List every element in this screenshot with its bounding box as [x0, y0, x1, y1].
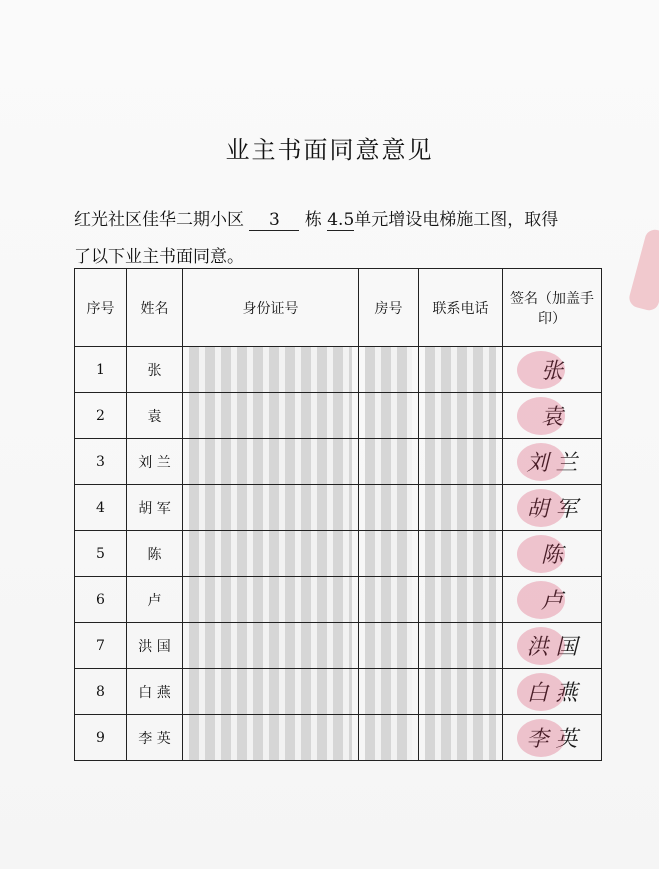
row-phone-redacted [419, 715, 503, 761]
fingerprint-seal [517, 489, 565, 527]
row-phone-redacted [419, 347, 503, 393]
fingerprint-seal [517, 397, 565, 435]
unit-number: 4.5 [327, 210, 355, 230]
intro-line-2: 了以下业主书面同意。 [74, 247, 244, 267]
row-room-redacted [359, 393, 419, 439]
row-id-redacted [183, 347, 359, 393]
row-signature [503, 669, 602, 715]
table-row [75, 669, 602, 715]
row-signature [503, 347, 602, 393]
intro-line-1 [74, 205, 558, 231]
row-signature [503, 577, 602, 623]
table-row [75, 531, 602, 577]
row-room-redacted [359, 485, 419, 531]
signature-text: 陈 [540, 543, 563, 568]
fingerprint-seal [517, 627, 565, 665]
row-name: 卢 [127, 577, 183, 623]
fingerprint-seal [517, 351, 565, 389]
row-name: 陈 [127, 531, 183, 577]
row-name: 袁 [127, 393, 183, 439]
row-signature [503, 485, 602, 531]
row-phone-redacted [419, 669, 503, 715]
row-number: 6 [75, 577, 127, 623]
row-number: 5 [75, 531, 127, 577]
row-room-redacted [359, 347, 419, 393]
row-room-redacted [359, 623, 419, 669]
row-id-redacted [183, 531, 359, 577]
table-row [75, 439, 602, 485]
row-phone-redacted [419, 393, 503, 439]
row-room-redacted [359, 715, 419, 761]
signature-text: 胡 军 [526, 497, 578, 522]
row-id-redacted [183, 485, 359, 531]
row-room-redacted [359, 531, 419, 577]
row-number: 8 [75, 669, 127, 715]
table-header-row [75, 269, 602, 347]
owner-consent-table [74, 268, 602, 761]
header-name: 姓名 [127, 269, 183, 347]
fingerprint-seal [517, 673, 565, 711]
row-number: 7 [75, 623, 127, 669]
row-name: 胡 军 [127, 485, 183, 531]
row-signature [503, 623, 602, 669]
row-phone-redacted [419, 439, 503, 485]
signature-text: 洪 国 [526, 635, 578, 660]
intro-prefix: 红光社区佳华二期小区 [74, 210, 244, 230]
row-phone-redacted [419, 623, 503, 669]
row-id-redacted [183, 577, 359, 623]
row-number: 4 [75, 485, 127, 531]
row-name: 李 英 [127, 715, 183, 761]
row-number: 3 [75, 439, 127, 485]
table-row [75, 485, 602, 531]
row-name: 洪 国 [127, 623, 183, 669]
row-signature [503, 439, 602, 485]
header-signature: 签名（加盖手印） [503, 269, 602, 347]
signature-text: 刘 兰 [526, 451, 578, 476]
fingerprint-seal [517, 719, 565, 757]
building-suffix: 栋 [304, 210, 322, 230]
table-row [75, 623, 602, 669]
signature-text: 李 英 [526, 727, 578, 752]
table-row [75, 347, 602, 393]
table-row [75, 393, 602, 439]
header-room: 房号 [359, 269, 419, 347]
page-title: 业主书面同意意见 [225, 136, 434, 164]
header-id: 身份证号 [183, 269, 359, 347]
fingerprint-seal [517, 581, 565, 619]
row-id-redacted [183, 393, 359, 439]
signature-text: 张 [540, 359, 563, 384]
row-id-redacted [183, 623, 359, 669]
row-number: 9 [75, 715, 127, 761]
row-number: 1 [75, 347, 127, 393]
row-signature [503, 531, 602, 577]
row-name: 刘 兰 [127, 439, 183, 485]
building-number: 3 [249, 210, 299, 231]
table-row [75, 577, 602, 623]
header-phone: 联系电话 [419, 269, 503, 347]
row-id-redacted [183, 715, 359, 761]
row-signature [503, 715, 602, 761]
row-room-redacted [359, 577, 419, 623]
row-phone-redacted [419, 577, 503, 623]
row-name: 白 燕 [127, 669, 183, 715]
row-room-redacted [359, 439, 419, 485]
row-name: 张 [127, 347, 183, 393]
signature-text: 卢 [540, 589, 563, 614]
unit-suffix: 单元增设电梯施工图，取得 [354, 210, 559, 230]
row-phone-redacted [419, 531, 503, 577]
row-id-redacted [183, 669, 359, 715]
row-id-redacted [183, 439, 359, 485]
header-no: 序号 [75, 269, 127, 347]
fingerprint-seal [517, 443, 565, 481]
table-row [75, 715, 602, 761]
row-number: 2 [75, 393, 127, 439]
fingerprint-seal [517, 535, 565, 573]
signature-text: 白 燕 [526, 681, 578, 706]
row-signature [503, 393, 602, 439]
signature-text: 袁 [540, 405, 563, 430]
row-phone-redacted [419, 485, 503, 531]
red-stamp-mark [627, 227, 659, 312]
row-room-redacted [359, 669, 419, 715]
